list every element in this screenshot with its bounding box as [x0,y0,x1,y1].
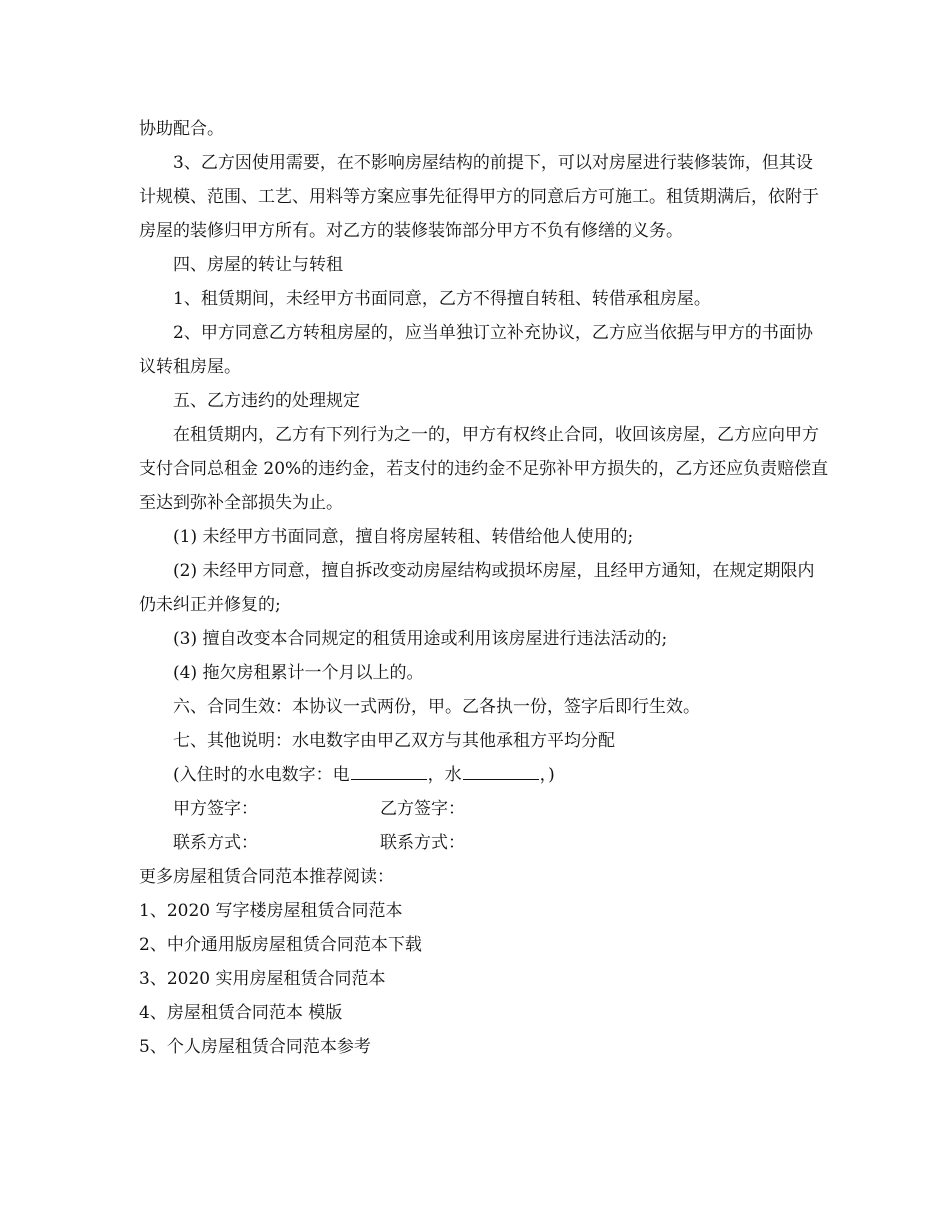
meter-reading-line [139,758,829,792]
section-heading-breach: 五、乙方违约的处理规定 [173,391,360,411]
party-a-contact-label: 联系方式： [173,833,258,853]
party-b-contact-label: 联系方式： [380,833,465,853]
breach-item-2: (2) 未经甲方同意，擅自拆改变动房屋结构或损坏房屋，且经甲方通知，在规定期限内仍未纠正并修复的; [139,561,815,615]
signature-row [139,792,829,826]
breach-item-3: (3) 擅自改变本合同规定的租赁用途或利用该房屋进行违法活动的; [173,629,668,649]
related-articles [139,860,829,1064]
related-link-5[interactable]: 5、个人房屋租赁合同范本参考 [139,1037,371,1057]
related-link-3[interactable]: 3、2020 实用房屋租赁合同范本 [139,969,386,989]
contact-row [139,826,829,860]
party-b-signature-label: 乙方签字： [380,799,465,819]
electricity-blank[interactable] [351,765,427,780]
clause-breach-penalty: 在租赁期内，乙方有下列行为之一的，甲方有权终止合同，收回该房屋，乙方应向甲方支付合同总租金 20%的违约金，若支付的违约金不足弥补甲方损失的，乙方还应负责赔偿直至达到弥补全部损失为止。 [139,425,829,513]
breach-item-4: (4) 拖欠房租累计一个月以上的。 [173,663,424,683]
clause-sublet-agreement: 2、甲方同意乙方转租房屋的，应当单独订立补充协议，乙方应当依据与甲方的书面协议转租房屋。 [139,323,813,377]
breach-item-1: (1) 未经甲方书面同意，擅自将房屋转租、转借给他人使用的; [173,527,634,547]
meter-suffix: ，) [539,765,555,785]
section-effective: 六、合同生效：本协议一式两份，甲。乙各执一份，签字后即行生效。 [173,697,700,717]
paragraph-continuation: 协助配合。 [139,119,224,139]
meter-prefix: (入住时的水电数字：电 [173,765,350,785]
section-heading-transfer: 四、房屋的转让与转租 [173,255,343,275]
related-link-4[interactable]: 4、房屋租赁合同范本 模版 [139,1003,343,1023]
related-link-1[interactable]: 1、2020 写字楼房屋租赁合同范本 [139,901,403,921]
party-a-signature-label: 甲方签字： [173,799,258,819]
clause-decoration: 3、乙方因使用需要，在不影响房屋结构的前提下，可以对房屋进行装修装饰，但其设计规模、范围、工艺、用料等方案应事先征得甲方的同意后方可施工。租赁期满后，依附于房屋的装修归甲方所有。对乙方的装修装饰部分甲方不负有修缮的义务。 [139,153,819,241]
related-heading: 更多房屋租赁合同范本推荐阅读： [139,867,394,887]
clause-no-sublet: 1、租赁期间，未经甲方书面同意，乙方不得擅自转租、转借承租房屋。 [173,289,711,309]
meter-middle: ，水 [427,765,462,785]
contract-body [139,112,829,1064]
section-other-notes: 七、其他说明：水电数字由甲乙双方与其他承租方平均分配 [173,731,615,751]
water-blank[interactable] [463,765,539,780]
related-link-2[interactable]: 2、中介通用版房屋租赁合同范本下载 [139,935,422,955]
